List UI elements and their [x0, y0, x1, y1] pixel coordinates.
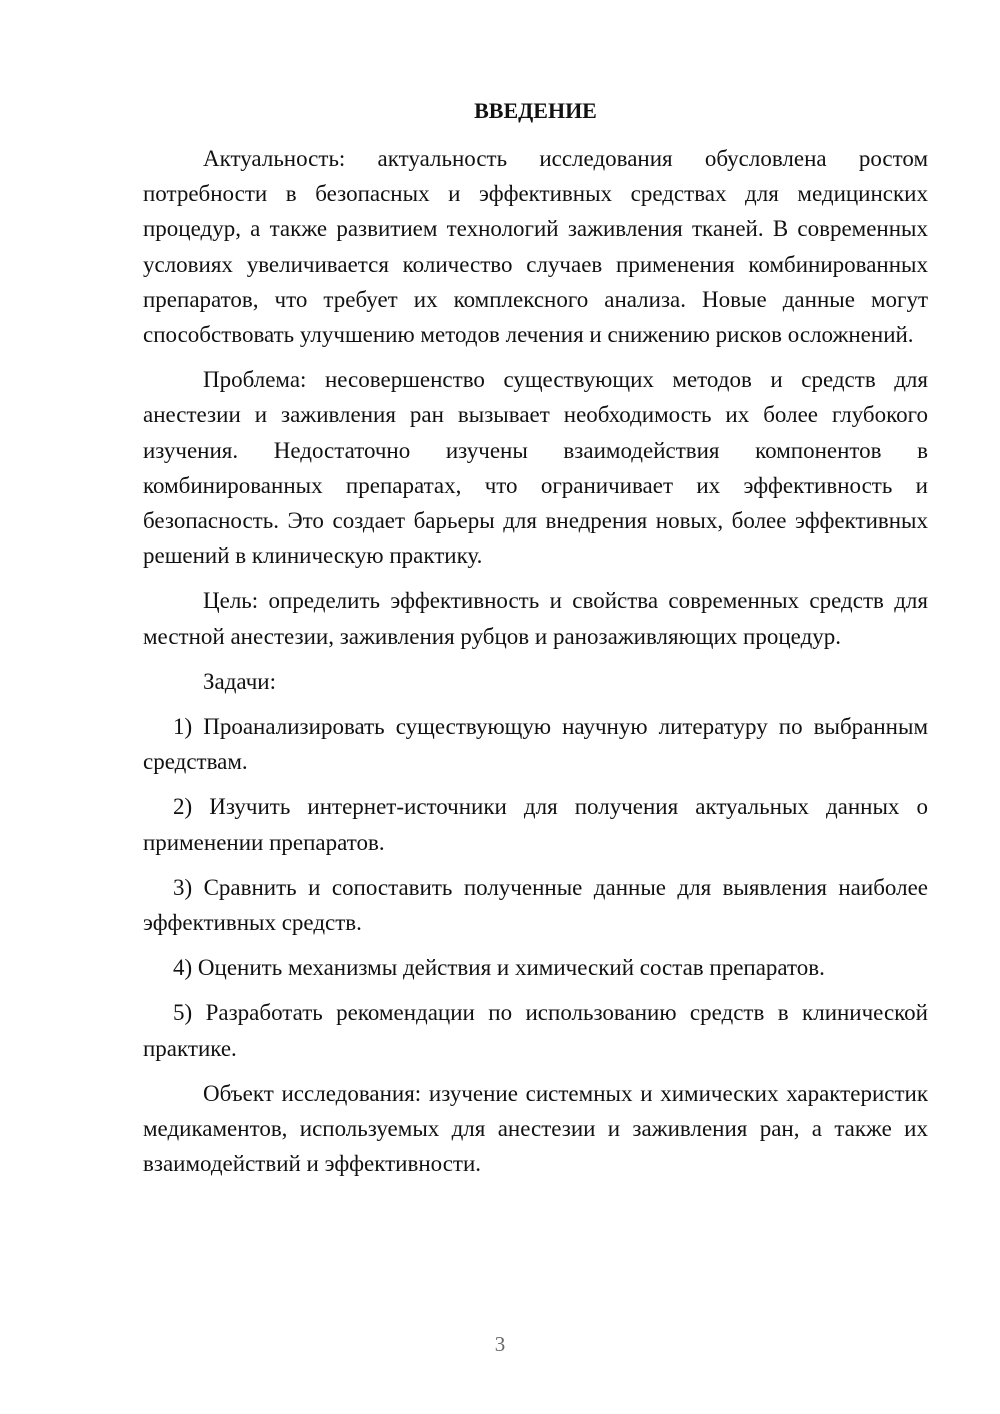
- paragraph-goal: Цель: определить эффективность и свойства современных средств для местной анестезии, заживления рубцов и ранозаживляющих процедур.: [143, 588, 928, 649]
- task-item-2: 2) Изучить интернет-источники для получения актуальных данных о применении препаратов.: [143, 794, 928, 855]
- tasks-heading: Задачи:: [203, 668, 276, 694]
- paragraph-relevance: Актуальность: актуальность исследования обусловлена ростом потребности в безопасных и эффективных средствах для медицинских процедур, а также развитием технологий заживления тканей. В современных условиях увеличивается количество случаев применения комбинированных препаратов, что требует их комплексного анализа. Новые данные могут способствовать улучшению методов лечения и снижению рисков осложнений.: [143, 146, 928, 348]
- task-item-3: 3) Сравнить и сопоставить полученные данные для выявления наиболее эффективных средств.: [143, 874, 928, 936]
- task-item-5: 5) Разработать рекомендации по использованию средств в клинической практике.: [143, 1000, 928, 1061]
- document-page: [143, 92, 928, 1181]
- page-number: 3: [494, 1332, 506, 1356]
- task-item-1: 1) Проанализировать существующую научную литературу по выбранным средствам.: [143, 714, 928, 775]
- task-item-4: 4) Оценить механизмы действия и химический состав препаратов.: [173, 955, 825, 981]
- paragraph-object: Объект исследования: изучение системных и химических характеристик медикаментов, используемых для анестезии и заживления ран, а также их взаимодействий и эффективности.: [143, 1080, 928, 1177]
- paragraph-problem: Проблема: несовершенство существующих методов и средств для анестезии и заживления ран вызывает необходимость их более глубокого изучения. Недостаточно изучены взаимодействия компонентов в комбинированных препаратах, что ограничивает их эффективность и безопасность. Это создает барьеры для внедрения новых, более эффективных решений в клиническую практику.: [143, 367, 928, 569]
- section-title: ВВЕДЕНИЕ: [474, 98, 597, 123]
